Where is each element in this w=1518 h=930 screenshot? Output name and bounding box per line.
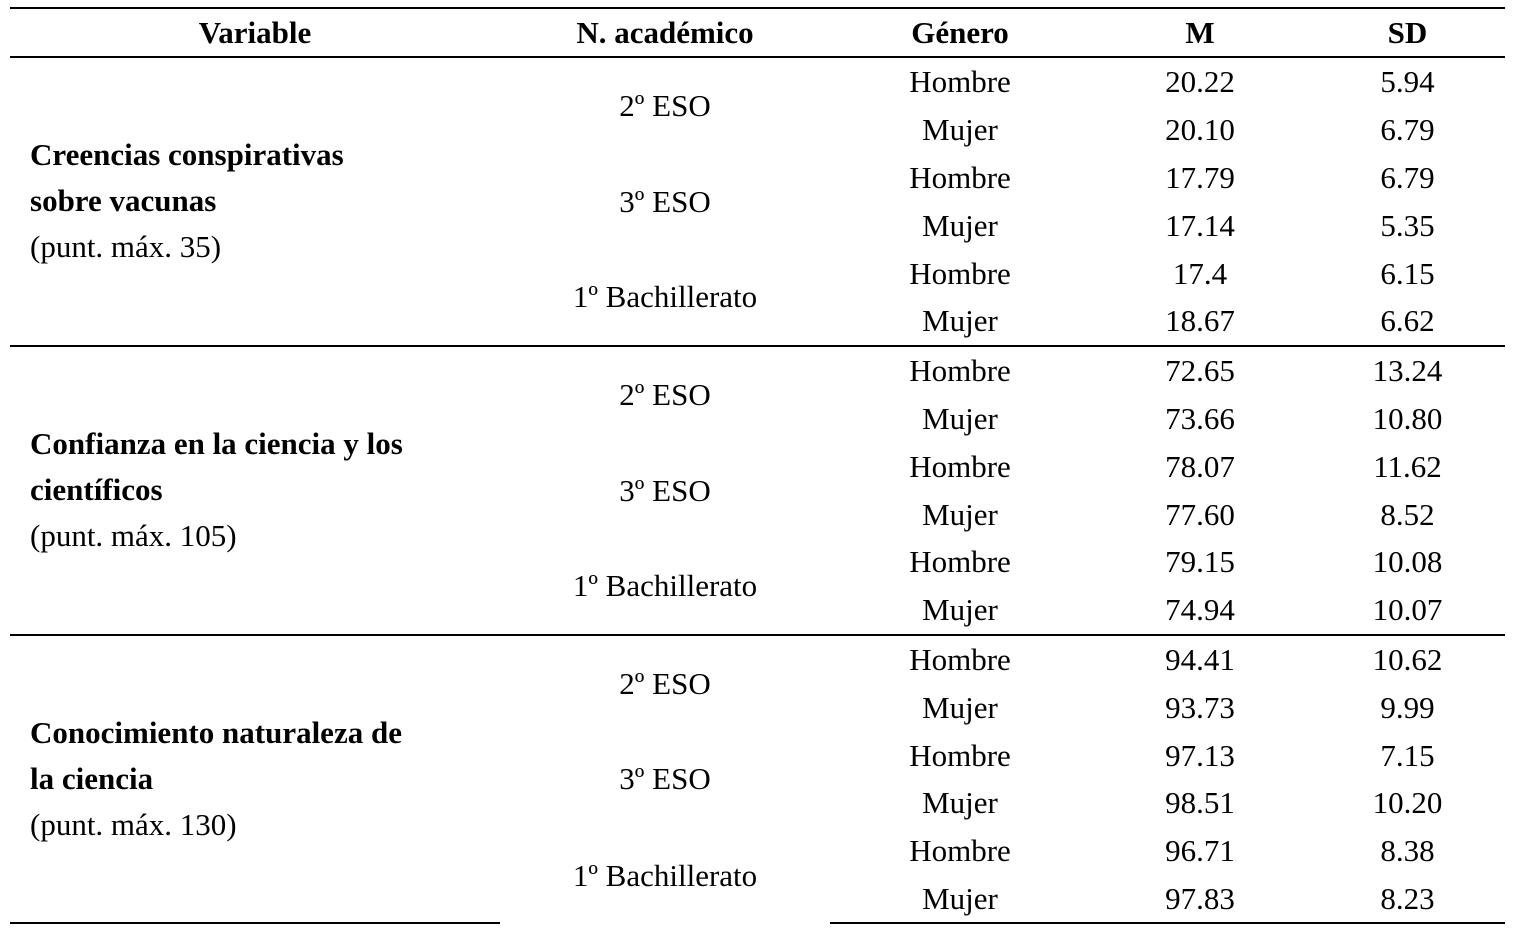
descriptive-statistics-table <box>10 7 1505 924</box>
variable-name: científicos <box>30 472 163 508</box>
sd-cell: 13.24 <box>1310 346 1505 395</box>
academic-level: 1º Bachillerato <box>572 857 758 893</box>
sd-cell: 6.79 <box>1380 112 1435 148</box>
mean-cell: 79.15 <box>1165 544 1235 580</box>
variable-name: sobre vacunas <box>30 183 217 219</box>
sd-cell: 5.35 <box>1380 207 1435 243</box>
gender-cell: Hombre <box>830 635 1090 684</box>
header-variable: Variable <box>10 8 500 57</box>
academic-level: 2º ESO <box>619 88 711 124</box>
table-row <box>10 57 1505 106</box>
academic-level: 3º ESO <box>619 183 711 219</box>
mean-cell: 93.73 <box>1165 689 1235 725</box>
mean-cell: 78.07 <box>1165 448 1235 484</box>
variable-name: Conocimiento naturaleza de <box>30 714 402 750</box>
mean-cell: 20.10 <box>1165 112 1235 148</box>
gender-cell: Mujer <box>922 112 998 148</box>
mean-cell: 20.22 <box>1165 64 1235 100</box>
variable-cell <box>10 57 500 346</box>
gender-cell: Mujer <box>922 496 998 532</box>
sd-cell: 6.62 <box>1380 303 1435 339</box>
sd-cell: 10.20 <box>1372 785 1443 821</box>
mean-cell: 77.60 <box>1165 496 1235 532</box>
variable-cell <box>10 346 500 635</box>
sd-cell: 8.23 <box>1310 875 1505 924</box>
gender-cell: Hombre <box>909 255 1011 291</box>
gender-cell: Hombre <box>909 64 1011 100</box>
gender-cell: Mujer <box>922 303 998 339</box>
sd-cell: 8.38 <box>1380 833 1435 869</box>
mean-cell: 73.66 <box>1165 400 1235 436</box>
header-sd: SD <box>1310 8 1505 57</box>
mean-cell: 74.94 <box>1165 592 1235 628</box>
sd-cell: 10.08 <box>1372 544 1443 580</box>
mean-cell: 94.41 <box>1090 635 1310 684</box>
variable-name: la ciencia <box>30 760 154 796</box>
gender-cell: Mujer <box>922 592 998 628</box>
header-gender: Género <box>830 8 1090 57</box>
mean-cell: 98.51 <box>1165 785 1235 821</box>
variable-name: Confianza en la ciencia y los <box>30 426 403 462</box>
header-mean: M <box>1090 8 1310 57</box>
gender-cell: Hombre <box>909 544 1011 580</box>
gender-cell: Hombre <box>830 346 1090 395</box>
sd-cell: 10.80 <box>1372 400 1443 436</box>
gender-cell: Mujer <box>830 875 1090 924</box>
academic-level: 3º ESO <box>619 761 711 797</box>
table-body <box>10 57 1505 923</box>
sd-cell: 5.94 <box>1380 64 1435 100</box>
table-row <box>10 346 1505 395</box>
sd-cell: 11.62 <box>1373 448 1442 484</box>
mean-cell: 17.79 <box>1165 159 1235 195</box>
gender-cell: Mujer <box>922 400 998 436</box>
gender-cell: Hombre <box>909 448 1011 484</box>
header-level: N. académico <box>500 8 830 57</box>
sd-cell: 7.15 <box>1380 737 1435 773</box>
variable-max-score: (punt. máx. 130) <box>30 806 237 842</box>
sd-cell: 6.79 <box>1380 159 1435 195</box>
gender-cell: Hombre <box>909 159 1011 195</box>
mean-cell: 96.71 <box>1165 833 1235 869</box>
variable-max-score: (punt. máx. 35) <box>30 229 222 265</box>
table-row <box>10 635 1505 684</box>
gender-cell: Mujer <box>922 689 998 725</box>
academic-level: 2º ESO <box>500 346 830 443</box>
sd-cell: 10.62 <box>1310 635 1505 684</box>
gender-cell: Mujer <box>922 207 998 243</box>
mean-cell: 17.14 <box>1165 207 1235 243</box>
academic-level: 3º ESO <box>619 472 711 508</box>
sd-cell: 8.52 <box>1380 496 1435 532</box>
sd-cell: 9.99 <box>1380 689 1435 725</box>
mean-cell: 97.13 <box>1165 737 1235 773</box>
variable-name: Creencias conspirativas <box>30 137 344 173</box>
gender-cell: Hombre <box>909 737 1011 773</box>
mean-cell: 97.83 <box>1090 875 1310 924</box>
gender-cell: Hombre <box>909 833 1011 869</box>
academic-level: 2º ESO <box>500 635 830 732</box>
sd-cell: 6.15 <box>1380 255 1435 291</box>
mean-cell: 18.67 <box>1165 303 1235 339</box>
variable-max-score: (punt. máx. 105) <box>30 518 237 554</box>
variable-cell <box>10 635 500 924</box>
gender-cell: Mujer <box>922 785 998 821</box>
academic-level: 1º Bachillerato <box>572 279 758 315</box>
mean-cell: 72.65 <box>1090 346 1310 395</box>
sd-cell: 10.07 <box>1372 592 1443 628</box>
header-row <box>10 8 1505 57</box>
academic-level: 1º Bachillerato <box>572 568 758 604</box>
mean-cell: 17.4 <box>1172 255 1228 291</box>
